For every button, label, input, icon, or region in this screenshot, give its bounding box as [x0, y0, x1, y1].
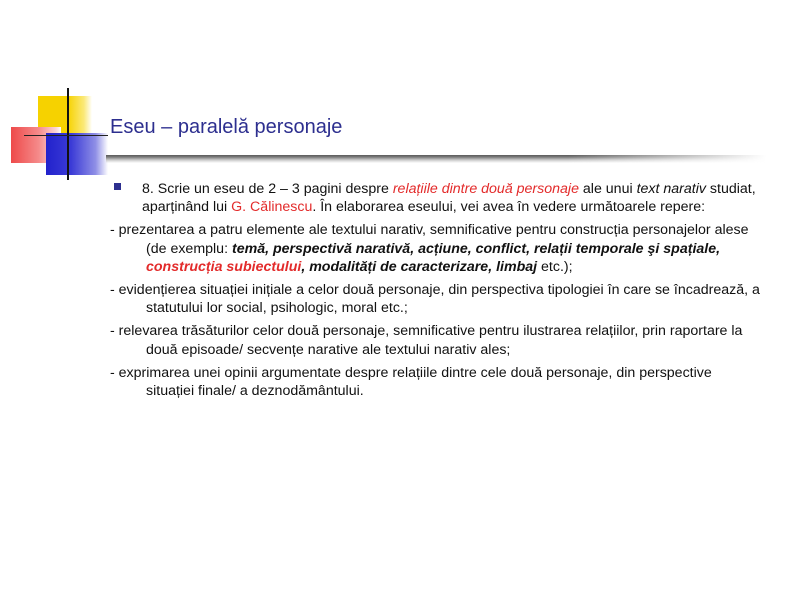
- horizontal-line-decoration: [24, 135, 108, 136]
- requirement-emphasis: temă, perspectivă narativă, acțiune, conflict, relații temporale şi spațiale,: [231, 240, 721, 257]
- square-bullet-icon: [114, 183, 121, 190]
- prompt-author-name: G. Călinescu: [231, 199, 313, 216]
- requirement-item-4: - exprimarea unei opinii argumentate despre relațiile dintre cele două personaje, din perspective situației finale/ a deznodământului.: [110, 364, 712, 400]
- requirement-emphasis: , modalități de caracterizare, limbaj: [301, 258, 538, 275]
- slide-title: Eseu – paralelă personaje: [110, 116, 343, 138]
- requirement-text: - prezentarea a patru elemente ale textului narativ, semnificative pentru construcția personajelor alese (de exemplu:: [110, 222, 749, 257]
- requirement-emphasis-red: construcția subiectului: [146, 258, 302, 275]
- prompt-text: ale unui: [578, 181, 637, 197]
- requirement-item-1: [110, 221, 760, 276]
- decorative-logo: [0, 0, 120, 190]
- title-underline: [106, 151, 766, 163]
- prompt-highlight-relations: relațiile dintre două personaje: [392, 181, 579, 197]
- requirement-item-3: - relevarea trăsăturilor celor două personaje, semnificative pentru ilustrarea relațiilor, prin raportare la două episoade/ secvențe narative ale textului narativ ales;: [110, 323, 743, 358]
- prompt-text: 8. Scrie un eseu de 2 – 3 pagini despre: [142, 181, 393, 197]
- slide-body: [110, 180, 760, 405]
- blue-square-decoration: [46, 133, 108, 175]
- prompt-text: . În elaborarea eseului, vei avea în vedere următoarele repere:: [312, 199, 706, 216]
- vertical-line-decoration: [67, 88, 69, 180]
- prompt-italic-text-narativ: text narativ: [636, 181, 706, 197]
- requirement-text: etc.);: [537, 258, 573, 275]
- requirement-item-2: - evidențierea situației inițiale a celor două personaje, din perspectiva tipologiei în care se încadrează, a statutului lor social, psihologic, moral etc.;: [110, 282, 760, 317]
- prompt-paragraph: [110, 180, 760, 216]
- prompt-text: studiat, aparținând lui: [142, 181, 756, 216]
